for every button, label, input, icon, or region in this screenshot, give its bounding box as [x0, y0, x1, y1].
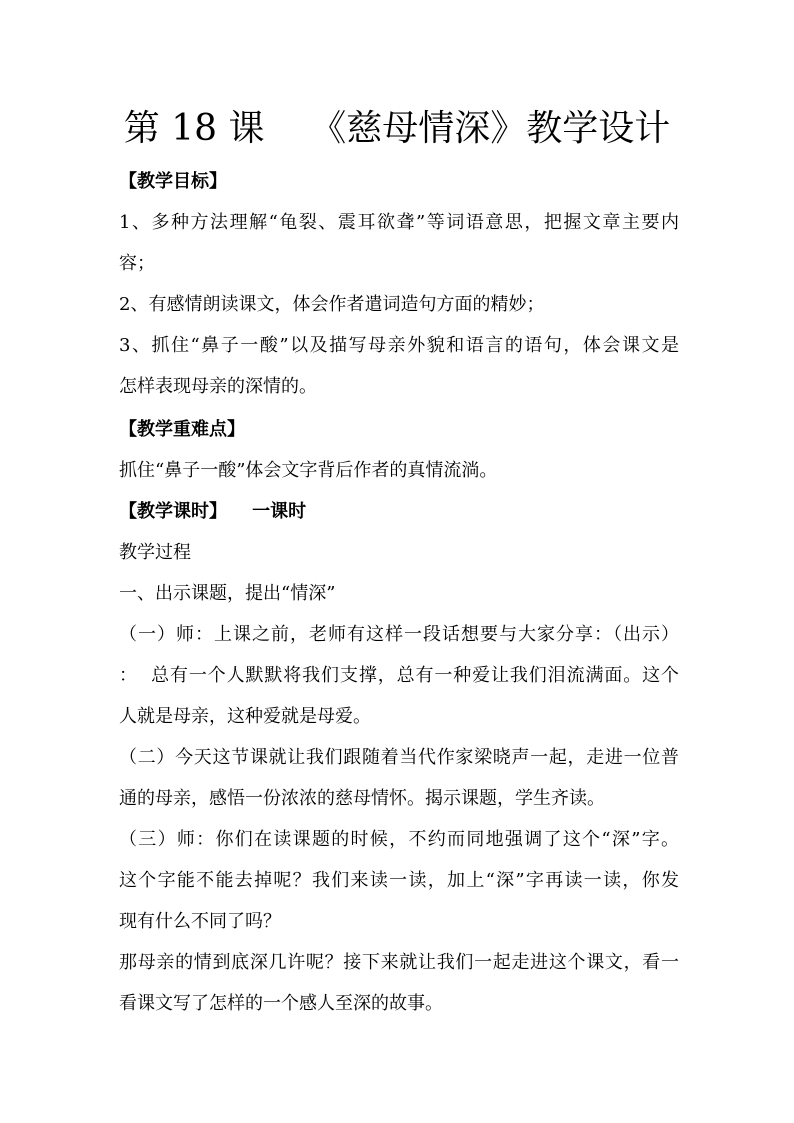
section-label-teaching-process: 教学过程: [119, 542, 191, 563]
paragraph-line: 现有什么不同了吗？: [119, 911, 281, 932]
document-title: 第 18 课 《慈母情深》教学设计: [123, 108, 671, 149]
paragraph-line: ： 总有一个人默默将我们支撑，总有一种爱让我们泪流满面。这个: [119, 665, 679, 686]
heading-teaching-hours: 【教学课时】 一课时: [119, 501, 307, 522]
heading-key-difficult-points: 【教学重难点】: [119, 419, 245, 440]
section-heading-one: 一、出示课题，提出“情深”: [119, 583, 336, 604]
paragraph-line: （三）师：你们在读课题的时候，不约而同地强调了这个“深”字。: [119, 829, 679, 850]
paragraph-line: （二）今天这节课就让我们跟随着当代作家梁晓声一起，走进一位普: [119, 747, 679, 768]
paragraph-line: 这个字能不能去掉呢？我们来读一读，加上“深”字再读一读，你发: [119, 870, 679, 891]
heading-teaching-goals: 【教学目标】: [119, 171, 227, 192]
paragraph-line: 通的母亲，感悟一份浓浓的慈母情怀。揭示课题，学生齐读。: [119, 788, 605, 809]
paragraph-line: 2、有感情朗读课文，体会作者遣词造句方面的精妙；: [119, 294, 545, 315]
paragraph-line: 那母亲的情到底深几许呢？接下来就让我们一起走进这个课文，看一: [119, 952, 679, 973]
paragraph-line: 3、抓住“鼻子一酸”以及描写母亲外貌和语言的语句，体会课文是: [119, 335, 679, 356]
paragraph-line: 人就是母亲，这种爱就是母爱。: [119, 706, 371, 727]
paragraph-line: 容；: [119, 253, 155, 274]
paragraph-line: 怎样表现母亲的深情的。: [119, 376, 317, 397]
paragraph-line: 看课文写了怎样的一个感人至深的故事。: [119, 993, 443, 1014]
paragraph-line: 1、多种方法理解“龟裂、震耳欲聋”等词语意思，把握文章主要内: [119, 212, 679, 233]
paragraph-line: 抓住“鼻子一酸”体会文字背后作者的真情流淌。: [119, 460, 498, 481]
paragraph-line: （一）师：上课之前，老师有这样一段话想要与大家分享：（出示）: [119, 624, 679, 645]
